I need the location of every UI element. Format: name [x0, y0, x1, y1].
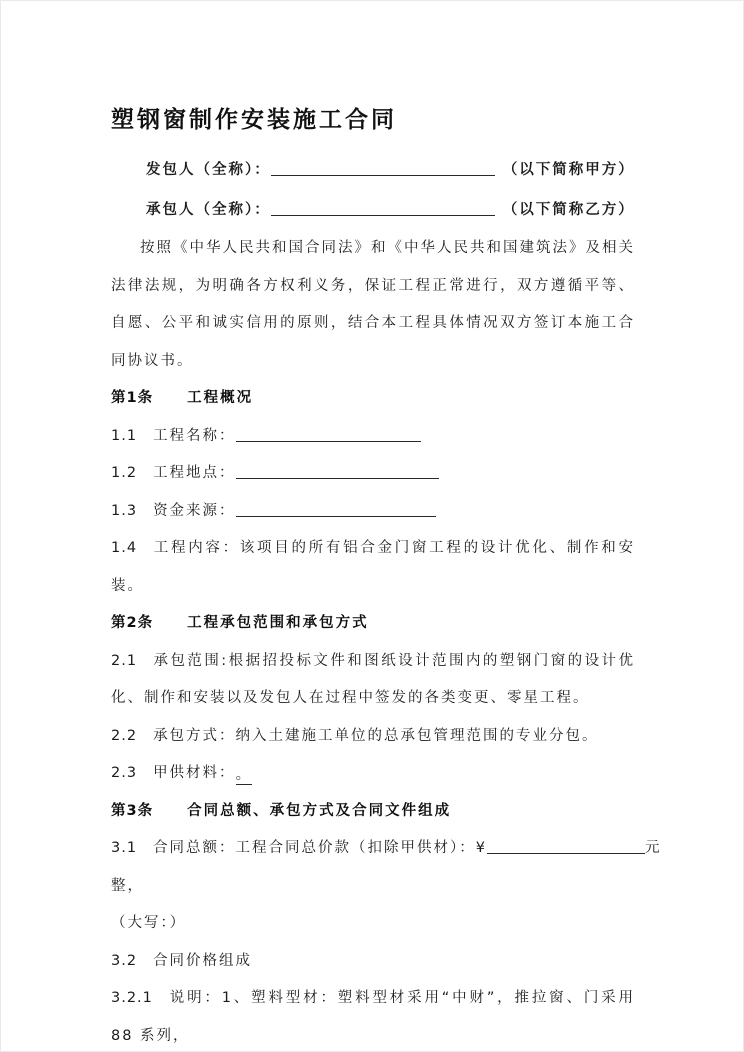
clause-1-2-label: 工程地点： [153, 465, 236, 481]
party-a-suffix: （以下简称甲方） [502, 162, 635, 178]
clause-1-2-blank-field [236, 461, 439, 479]
clause-1-1-blank-field [236, 424, 421, 442]
article-1-heading [111, 380, 635, 418]
clause-2-1 [111, 643, 635, 718]
clause-3-1-number: 3.1 [111, 840, 138, 856]
party-a-line [111, 150, 635, 190]
clause-1-2-number: 1.2 [111, 465, 138, 481]
clause-1-4 [111, 530, 635, 605]
clause-2-3-blank-field [236, 767, 253, 785]
clause-3-1-label: 合同总额：工程合同总价款（扣除甲供材）：¥ [153, 840, 488, 856]
clause-3-2-1-number: 3.2.1 [111, 990, 153, 1006]
party-b-label: 承包人（全称）： [146, 202, 271, 218]
clause-3-1-continuation: 整， [111, 877, 144, 894]
clause-1-4-text: 工程内容：该项目的所有铝合金门窗工程的设计优化、制作和安装。 [111, 540, 635, 594]
clause-1-4-number: 1.4 [111, 540, 138, 556]
clause-1-2 [111, 455, 635, 493]
article-3-title: 合同总额、承包方式及合同文件组成 [187, 802, 452, 819]
article-2-heading [111, 605, 635, 643]
party-a-blank-field [271, 158, 495, 176]
clause-3-1-suffix: 元 [645, 840, 662, 856]
clause-3-2-1 [111, 980, 635, 1052]
clause-2-1-number: 2.1 [111, 652, 138, 669]
article-2-title: 工程承包范围和承包方式 [187, 615, 369, 631]
clause-3-1-blank-field [487, 836, 645, 854]
article-3-heading [111, 793, 635, 831]
clause-2-3-number: 2.3 [111, 765, 138, 781]
clause-2-3-label: 甲供材料： [153, 765, 236, 781]
clause-2-1-text: 承包范围:根据招投标文件和图纸设计范围内的塑钢门窗的设计优化、制作和安装以及发包人在过程中签发的各类变更、零星工程。 [111, 652, 635, 706]
clause-2-3-value: 。 [235, 767, 253, 783]
article-1-title: 工程概况 [187, 390, 254, 406]
party-b-line [111, 190, 635, 230]
clause-1-3-blank-field [236, 499, 436, 517]
party-b-suffix: （以下简称乙方） [502, 202, 635, 218]
article-1-number: 第1条 [111, 390, 154, 406]
clause-3-1 [111, 830, 662, 868]
clause-3-2-1-text: 说明：1、塑料型材：塑料型材采用“中财”，推拉窗、门采用 88 系列， [111, 990, 635, 1044]
clause-1-3-number: 1.3 [111, 502, 138, 519]
clause-1-1 [111, 418, 635, 456]
clause-1-1-label: 工程名称： [153, 427, 236, 444]
clause-1-3 [111, 493, 635, 531]
document-title: 塑钢窗制作安装施工合同 [111, 107, 397, 133]
preamble-paragraph: 按照《中华人民共和国合同法》和《中华人民共和国建筑法》及相关法律法规，为明确各方权利义务，保证工程正常进行，双方遵循平等、自愿、公平和诚实信用的原则，结合本工程具体情况双方签订本施工合同协议书。 [111, 240, 635, 369]
party-b-blank-field [271, 198, 495, 216]
party-a-label: 发包人（全称）： [146, 162, 271, 178]
clause-2-3 [111, 755, 635, 793]
article-2-number: 第2条 [111, 615, 154, 631]
clause-3-2-text: 合同价格组成 [153, 952, 253, 969]
amount-in-words-line: （大写：） [111, 915, 187, 931]
clause-3-2 [111, 943, 635, 981]
article-3-number: 第3条 [111, 802, 154, 819]
clause-2-2-number: 2.2 [111, 727, 138, 744]
clause-1-3-label: 资金来源： [153, 502, 236, 519]
clause-2-2-text: 承包方式：纳入土建施工单位的总承包管理范围的专业分包。 [153, 727, 599, 744]
clause-1-1-number: 1.1 [111, 427, 138, 444]
clause-2-2 [111, 718, 635, 756]
clause-3-2-number: 3.2 [111, 952, 138, 969]
